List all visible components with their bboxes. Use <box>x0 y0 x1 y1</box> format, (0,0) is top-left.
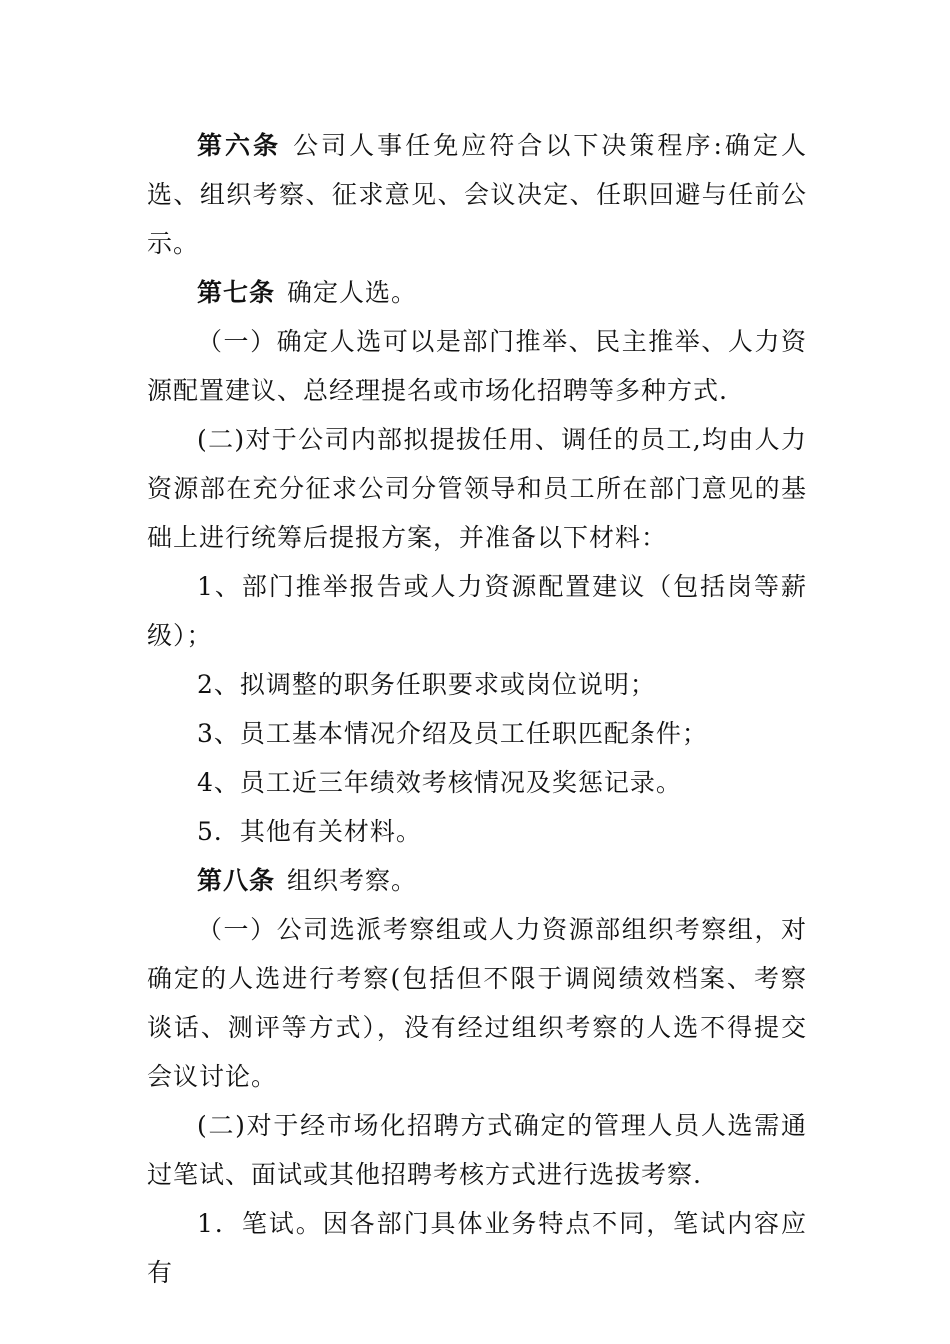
paragraph-item-4 <box>147 1101 807 1199</box>
paragraph-text: 2、拟调整的职务任职要求或岗位说明； <box>197 670 656 699</box>
paragraph-text: (二)对于公司内部拟提拔任用、调任的员工,均由人力资源部在充分征求公司分管领导和员工所在部门意见的基础上进行统筹后提报方案，并准备以下材料： <box>147 425 807 552</box>
article-heading: 第七条 <box>197 278 276 307</box>
paragraph-text: (二)对于经市场化招聘方式确定的管理人员人选需通过笔试、面试或其他招聘考核方式进行选拔考察. <box>147 1111 807 1189</box>
paragraph-item-3 <box>147 905 807 1101</box>
list-item-1 <box>147 562 807 660</box>
article-heading: 第六条 <box>197 131 282 160</box>
document-body <box>147 121 807 1297</box>
paragraph-text: 1、部门推举报告或人力资源配置建议（包括岗等薪级）； <box>147 572 807 650</box>
paragraph-text: 5．其他有关材料。 <box>197 817 422 846</box>
paragraph-text: 1．笔试。因各部门具体业务特点不同，笔试内容应有 <box>147 1209 807 1287</box>
list-item-6 <box>147 1199 807 1297</box>
paragraph-text: 4、员工近三年绩效考核情况及奖惩记录。 <box>197 768 682 797</box>
paragraph-article-6 <box>147 121 807 268</box>
paragraph-text: 公司人事任免应符合以下决策程序:确定人选、组织考察、征求意见、会议决定、任职回避与任前公示。 <box>147 131 807 258</box>
paragraph-article-7 <box>147 268 807 317</box>
paragraph-item-2 <box>147 415 807 562</box>
paragraph-article-8 <box>147 856 807 905</box>
list-item-5 <box>147 807 807 856</box>
list-item-4 <box>147 758 807 807</box>
paragraph-text: 确定人选。 <box>287 278 418 307</box>
list-item-3 <box>147 709 807 758</box>
paragraph-text: （一）公司选派考察组或人力资源部组织考察组，对确定的人选进行考察(包括但不限于调阅绩效档案、考察谈话、测评等方式），没有经过组织考察的人选不得提交会议讨论。 <box>147 915 807 1091</box>
paragraph-text: 3、员工基本情况介绍及员工任职匹配条件； <box>197 719 708 748</box>
list-item-2 <box>147 660 807 709</box>
paragraph-text: 组织考察。 <box>287 866 418 895</box>
paragraph-item-1 <box>147 317 807 415</box>
paragraph-text: （一）确定人选可以是部门推举、民主推举、人力资源配置建议、总经理提名或市场化招聘等多种方式. <box>147 327 807 405</box>
article-heading: 第八条 <box>197 866 276 895</box>
